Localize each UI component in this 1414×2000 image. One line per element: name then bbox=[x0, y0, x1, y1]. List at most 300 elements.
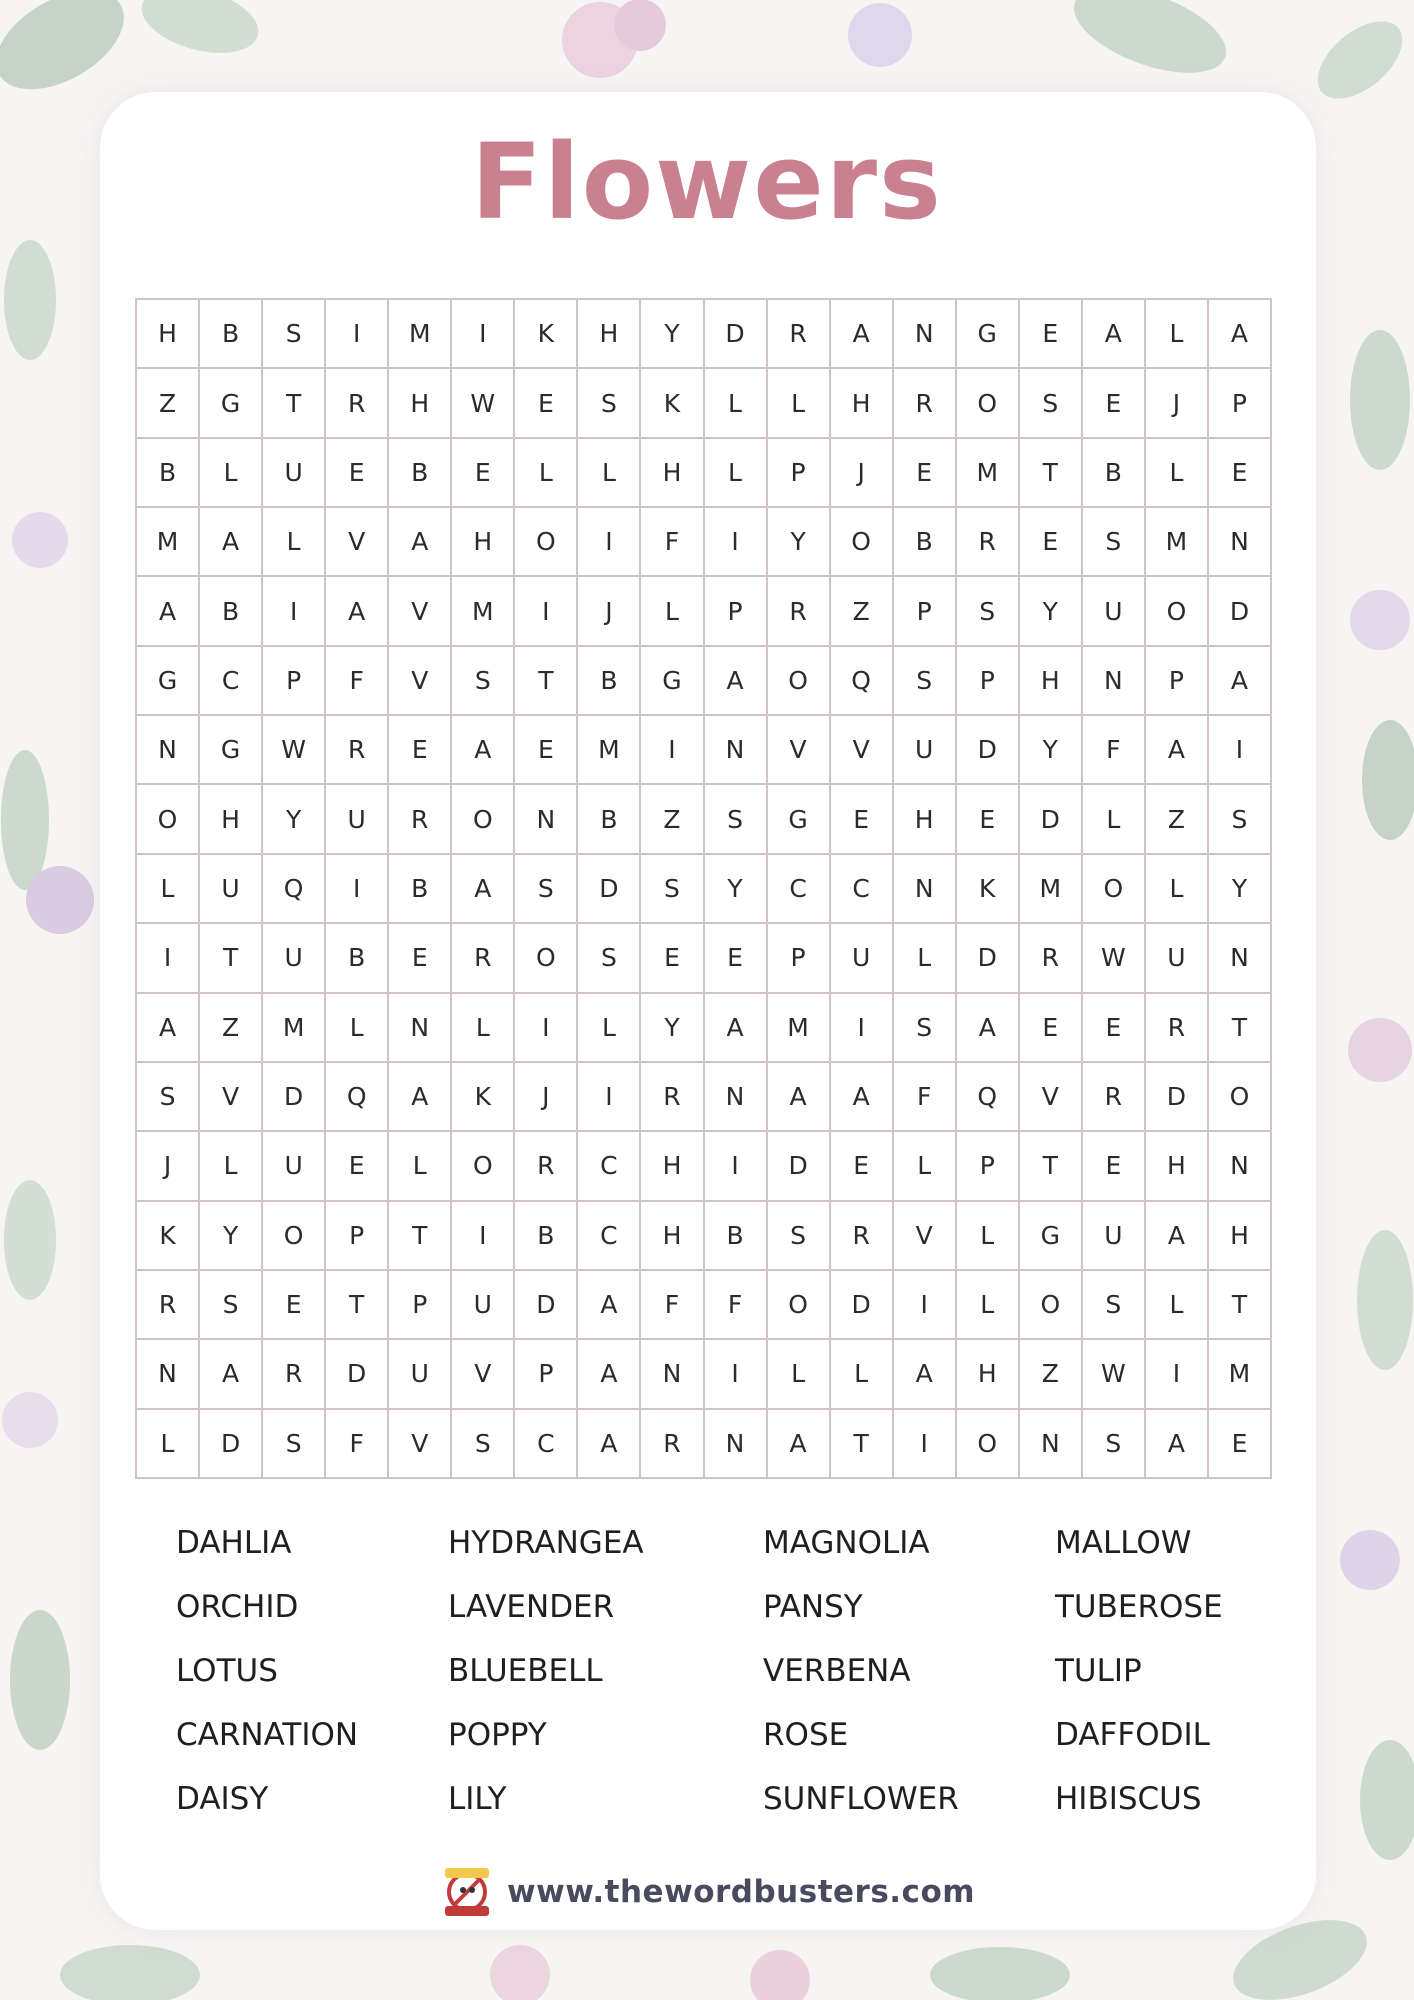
grid-cell[interactable]: R bbox=[957, 508, 1020, 577]
grid-cell[interactable]: B bbox=[705, 1202, 768, 1271]
grid-cell[interactable]: P bbox=[894, 577, 957, 646]
grid-cell[interactable]: E bbox=[1083, 994, 1146, 1063]
grid-cell[interactable]: N bbox=[1020, 1410, 1083, 1479]
grid-cell[interactable]: U bbox=[1083, 577, 1146, 646]
grid-cell[interactable]: O bbox=[515, 924, 578, 993]
grid-cell[interactable]: L bbox=[326, 994, 389, 1063]
grid-cell[interactable]: Z bbox=[641, 785, 704, 854]
grid-cell[interactable]: H bbox=[641, 1202, 704, 1271]
grid-cell[interactable]: G bbox=[1020, 1202, 1083, 1271]
grid-cell[interactable]: I bbox=[452, 1202, 515, 1271]
grid-cell[interactable]: S bbox=[1083, 1410, 1146, 1479]
grid-cell[interactable]: T bbox=[515, 647, 578, 716]
grid-cell[interactable]: W bbox=[452, 369, 515, 438]
grid-cell[interactable]: A bbox=[831, 1063, 894, 1132]
grid-cell[interactable]: N bbox=[1083, 647, 1146, 716]
grid-cell[interactable]: H bbox=[389, 369, 452, 438]
grid-cell[interactable]: F bbox=[641, 1271, 704, 1340]
grid-cell[interactable]: O bbox=[452, 785, 515, 854]
grid-cell[interactable]: P bbox=[768, 439, 831, 508]
grid-cell[interactable]: R bbox=[389, 785, 452, 854]
grid-cell[interactable]: H bbox=[831, 369, 894, 438]
grid-cell[interactable]: Z bbox=[137, 369, 200, 438]
grid-cell[interactable]: R bbox=[326, 369, 389, 438]
grid-cell[interactable]: T bbox=[1209, 1271, 1272, 1340]
grid-cell[interactable]: J bbox=[1146, 369, 1209, 438]
grid-cell[interactable]: O bbox=[957, 1410, 1020, 1479]
grid-cell[interactable]: T bbox=[389, 1202, 452, 1271]
grid-cell[interactable]: D bbox=[768, 1132, 831, 1201]
grid-cell[interactable]: U bbox=[200, 855, 263, 924]
grid-cell[interactable]: W bbox=[1083, 1340, 1146, 1409]
grid-cell[interactable]: S bbox=[1083, 508, 1146, 577]
grid-cell[interactable]: P bbox=[768, 924, 831, 993]
grid-cell[interactable]: W bbox=[1083, 924, 1146, 993]
grid-cell[interactable]: A bbox=[389, 1063, 452, 1132]
grid-cell[interactable]: V bbox=[894, 1202, 957, 1271]
grid-cell[interactable]: R bbox=[1020, 924, 1083, 993]
grid-cell[interactable]: S bbox=[705, 785, 768, 854]
grid-cell[interactable]: R bbox=[641, 1063, 704, 1132]
grid-cell[interactable]: L bbox=[641, 577, 704, 646]
grid-cell[interactable]: V bbox=[200, 1063, 263, 1132]
grid-cell[interactable]: A bbox=[1146, 1410, 1209, 1479]
grid-cell[interactable]: A bbox=[578, 1410, 641, 1479]
grid-cell[interactable]: N bbox=[1209, 1132, 1272, 1201]
grid-cell[interactable]: O bbox=[1146, 577, 1209, 646]
grid-cell[interactable]: Z bbox=[1020, 1340, 1083, 1409]
grid-cell[interactable]: V bbox=[1020, 1063, 1083, 1132]
grid-cell[interactable]: E bbox=[452, 439, 515, 508]
grid-cell[interactable]: E bbox=[1209, 1410, 1272, 1479]
grid-cell[interactable]: M bbox=[768, 994, 831, 1063]
grid-cell[interactable]: D bbox=[515, 1271, 578, 1340]
grid-cell[interactable]: Y bbox=[200, 1202, 263, 1271]
grid-cell[interactable]: V bbox=[831, 716, 894, 785]
grid-cell[interactable]: I bbox=[1209, 716, 1272, 785]
grid-cell[interactable]: S bbox=[894, 647, 957, 716]
grid-cell[interactable]: M bbox=[1146, 508, 1209, 577]
grid-cell[interactable]: Y bbox=[641, 300, 704, 369]
grid-cell[interactable]: C bbox=[515, 1410, 578, 1479]
grid-cell[interactable]: E bbox=[1020, 508, 1083, 577]
grid-cell[interactable]: B bbox=[137, 439, 200, 508]
grid-cell[interactable]: G bbox=[957, 300, 1020, 369]
grid-cell[interactable]: R bbox=[1083, 1063, 1146, 1132]
grid-cell[interactable]: B bbox=[515, 1202, 578, 1271]
grid-cell[interactable]: F bbox=[326, 1410, 389, 1479]
grid-cell[interactable]: O bbox=[957, 369, 1020, 438]
grid-cell[interactable]: E bbox=[831, 1132, 894, 1201]
grid-cell[interactable]: T bbox=[831, 1410, 894, 1479]
grid-cell[interactable]: V bbox=[452, 1340, 515, 1409]
grid-cell[interactable]: M bbox=[452, 577, 515, 646]
grid-cell[interactable]: A bbox=[1209, 647, 1272, 716]
grid-cell[interactable]: H bbox=[578, 300, 641, 369]
grid-cell[interactable]: J bbox=[137, 1132, 200, 1201]
grid-cell[interactable]: G bbox=[768, 785, 831, 854]
grid-cell[interactable]: S bbox=[263, 300, 326, 369]
grid-cell[interactable]: I bbox=[1146, 1340, 1209, 1409]
grid-cell[interactable]: L bbox=[1146, 855, 1209, 924]
grid-cell[interactable]: N bbox=[705, 1063, 768, 1132]
grid-cell[interactable]: L bbox=[705, 439, 768, 508]
grid-cell[interactable]: I bbox=[705, 1132, 768, 1201]
grid-cell[interactable]: U bbox=[263, 1132, 326, 1201]
grid-cell[interactable]: L bbox=[389, 1132, 452, 1201]
grid-cell[interactable]: L bbox=[1083, 785, 1146, 854]
grid-cell[interactable]: T bbox=[1020, 439, 1083, 508]
grid-cell[interactable]: I bbox=[326, 855, 389, 924]
grid-cell[interactable]: H bbox=[200, 785, 263, 854]
grid-cell[interactable]: I bbox=[894, 1410, 957, 1479]
grid-cell[interactable]: B bbox=[200, 300, 263, 369]
grid-cell[interactable]: I bbox=[578, 508, 641, 577]
grid-cell[interactable]: N bbox=[641, 1340, 704, 1409]
grid-cell[interactable]: V bbox=[326, 508, 389, 577]
grid-cell[interactable]: S bbox=[578, 924, 641, 993]
grid-cell[interactable]: Q bbox=[263, 855, 326, 924]
grid-cell[interactable]: D bbox=[1146, 1063, 1209, 1132]
grid-cell[interactable]: S bbox=[452, 647, 515, 716]
grid-cell[interactable]: D bbox=[200, 1410, 263, 1479]
grid-cell[interactable]: B bbox=[578, 785, 641, 854]
grid-cell[interactable]: A bbox=[137, 994, 200, 1063]
grid-cell[interactable]: N bbox=[1209, 924, 1272, 993]
grid-cell[interactable]: I bbox=[578, 1063, 641, 1132]
grid-cell[interactable]: L bbox=[957, 1271, 1020, 1340]
grid-cell[interactable]: D bbox=[326, 1340, 389, 1409]
grid-cell[interactable]: S bbox=[1083, 1271, 1146, 1340]
grid-cell[interactable]: Y bbox=[768, 508, 831, 577]
grid-cell[interactable]: K bbox=[515, 300, 578, 369]
grid-cell[interactable]: L bbox=[452, 994, 515, 1063]
grid-cell[interactable]: E bbox=[641, 924, 704, 993]
grid-cell[interactable]: V bbox=[389, 1410, 452, 1479]
grid-cell[interactable]: I bbox=[705, 508, 768, 577]
grid-cell[interactable]: B bbox=[578, 647, 641, 716]
grid-cell[interactable]: E bbox=[1020, 994, 1083, 1063]
grid-cell[interactable]: C bbox=[200, 647, 263, 716]
grid-cell[interactable]: Y bbox=[1020, 716, 1083, 785]
grid-cell[interactable]: E bbox=[705, 924, 768, 993]
grid-cell[interactable]: P bbox=[957, 647, 1020, 716]
grid-cell[interactable]: A bbox=[578, 1271, 641, 1340]
grid-cell[interactable]: T bbox=[326, 1271, 389, 1340]
grid-cell[interactable]: L bbox=[894, 924, 957, 993]
grid-cell[interactable]: A bbox=[1146, 716, 1209, 785]
grid-cell[interactable]: B bbox=[200, 577, 263, 646]
grid-cell[interactable]: L bbox=[263, 508, 326, 577]
grid-cell[interactable]: S bbox=[452, 1410, 515, 1479]
grid-cell[interactable]: A bbox=[831, 300, 894, 369]
grid-cell[interactable]: A bbox=[894, 1340, 957, 1409]
grid-cell[interactable]: Q bbox=[326, 1063, 389, 1132]
grid-cell[interactable]: G bbox=[200, 369, 263, 438]
grid-cell[interactable]: M bbox=[578, 716, 641, 785]
grid-cell[interactable]: I bbox=[515, 994, 578, 1063]
grid-cell[interactable]: L bbox=[1146, 1271, 1209, 1340]
grid-cell[interactable]: L bbox=[705, 369, 768, 438]
grid-cell[interactable]: R bbox=[452, 924, 515, 993]
grid-cell[interactable]: S bbox=[1209, 785, 1272, 854]
grid-cell[interactable]: K bbox=[137, 1202, 200, 1271]
grid-cell[interactable]: B bbox=[1083, 439, 1146, 508]
grid-cell[interactable]: A bbox=[705, 647, 768, 716]
grid-cell[interactable]: J bbox=[515, 1063, 578, 1132]
grid-cell[interactable]: A bbox=[452, 855, 515, 924]
grid-cell[interactable]: C bbox=[578, 1202, 641, 1271]
grid-cell[interactable]: V bbox=[389, 577, 452, 646]
grid-cell[interactable]: D bbox=[957, 924, 1020, 993]
grid-cell[interactable]: E bbox=[389, 716, 452, 785]
grid-cell[interactable]: O bbox=[768, 1271, 831, 1340]
grid-cell[interactable]: U bbox=[452, 1271, 515, 1340]
grid-cell[interactable]: T bbox=[263, 369, 326, 438]
grid-cell[interactable]: R bbox=[326, 716, 389, 785]
grid-cell[interactable]: J bbox=[831, 439, 894, 508]
grid-cell[interactable]: E bbox=[1083, 369, 1146, 438]
grid-cell[interactable]: S bbox=[263, 1410, 326, 1479]
grid-cell[interactable]: P bbox=[515, 1340, 578, 1409]
grid-cell[interactable]: N bbox=[894, 300, 957, 369]
grid-cell[interactable]: I bbox=[515, 577, 578, 646]
grid-cell[interactable]: F bbox=[705, 1271, 768, 1340]
grid-cell[interactable]: A bbox=[137, 577, 200, 646]
grid-cell[interactable]: D bbox=[1209, 577, 1272, 646]
grid-cell[interactable]: Q bbox=[831, 647, 894, 716]
grid-cell[interactable]: R bbox=[137, 1271, 200, 1340]
grid-cell[interactable]: A bbox=[200, 1340, 263, 1409]
grid-cell[interactable]: M bbox=[957, 439, 1020, 508]
grid-cell[interactable]: M bbox=[389, 300, 452, 369]
grid-cell[interactable]: S bbox=[768, 1202, 831, 1271]
grid-cell[interactable]: L bbox=[768, 1340, 831, 1409]
grid-cell[interactable]: L bbox=[768, 369, 831, 438]
grid-cell[interactable]: H bbox=[1209, 1202, 1272, 1271]
website-url[interactable]: www.thewordbusters.com bbox=[506, 1874, 976, 1910]
grid-cell[interactable]: K bbox=[957, 855, 1020, 924]
grid-cell[interactable]: H bbox=[641, 1132, 704, 1201]
grid-cell[interactable]: Q bbox=[957, 1063, 1020, 1132]
grid-cell[interactable]: H bbox=[894, 785, 957, 854]
grid-cell[interactable]: L bbox=[515, 439, 578, 508]
grid-cell[interactable]: R bbox=[768, 577, 831, 646]
grid-cell[interactable]: G bbox=[641, 647, 704, 716]
grid-cell[interactable]: L bbox=[831, 1340, 894, 1409]
grid-cell[interactable]: E bbox=[326, 439, 389, 508]
grid-cell[interactable]: I bbox=[705, 1340, 768, 1409]
grid-cell[interactable]: A bbox=[1083, 300, 1146, 369]
grid-cell[interactable]: U bbox=[831, 924, 894, 993]
grid-cell[interactable]: T bbox=[200, 924, 263, 993]
grid-cell[interactable]: I bbox=[831, 994, 894, 1063]
grid-cell[interactable]: E bbox=[263, 1271, 326, 1340]
grid-cell[interactable]: H bbox=[452, 508, 515, 577]
grid-cell[interactable]: A bbox=[768, 1063, 831, 1132]
grid-cell[interactable]: L bbox=[578, 994, 641, 1063]
grid-cell[interactable]: S bbox=[641, 855, 704, 924]
grid-cell[interactable]: F bbox=[1083, 716, 1146, 785]
grid-cell[interactable]: E bbox=[1209, 439, 1272, 508]
grid-cell[interactable]: U bbox=[1146, 924, 1209, 993]
grid-cell[interactable]: Y bbox=[1209, 855, 1272, 924]
grid-cell[interactable]: O bbox=[831, 508, 894, 577]
grid-cell[interactable]: S bbox=[137, 1063, 200, 1132]
grid-cell[interactable]: G bbox=[137, 647, 200, 716]
grid-cell[interactable]: W bbox=[263, 716, 326, 785]
grid-cell[interactable]: O bbox=[768, 647, 831, 716]
grid-cell[interactable]: P bbox=[957, 1132, 1020, 1201]
grid-cell[interactable]: B bbox=[389, 855, 452, 924]
grid-cell[interactable]: A bbox=[1146, 1202, 1209, 1271]
grid-cell[interactable]: Y bbox=[1020, 577, 1083, 646]
grid-cell[interactable]: E bbox=[389, 924, 452, 993]
grid-cell[interactable]: V bbox=[389, 647, 452, 716]
grid-cell[interactable]: L bbox=[578, 439, 641, 508]
grid-cell[interactable]: R bbox=[831, 1202, 894, 1271]
grid-cell[interactable]: P bbox=[326, 1202, 389, 1271]
grid-cell[interactable]: E bbox=[515, 716, 578, 785]
grid-cell[interactable]: A bbox=[452, 716, 515, 785]
grid-cell[interactable]: E bbox=[831, 785, 894, 854]
grid-cell[interactable]: R bbox=[1146, 994, 1209, 1063]
grid-cell[interactable]: L bbox=[1146, 439, 1209, 508]
grid-cell[interactable]: O bbox=[263, 1202, 326, 1271]
grid-cell[interactable]: O bbox=[1209, 1063, 1272, 1132]
grid-cell[interactable]: F bbox=[641, 508, 704, 577]
grid-cell[interactable]: S bbox=[578, 369, 641, 438]
grid-cell[interactable]: U bbox=[263, 439, 326, 508]
grid-cell[interactable]: Y bbox=[641, 994, 704, 1063]
grid-cell[interactable]: H bbox=[137, 300, 200, 369]
grid-cell[interactable]: I bbox=[452, 300, 515, 369]
grid-cell[interactable]: R bbox=[641, 1410, 704, 1479]
grid-cell[interactable]: U bbox=[1083, 1202, 1146, 1271]
grid-cell[interactable]: E bbox=[326, 1132, 389, 1201]
grid-cell[interactable]: U bbox=[389, 1340, 452, 1409]
grid-cell[interactable]: N bbox=[705, 716, 768, 785]
grid-cell[interactable]: O bbox=[515, 508, 578, 577]
grid-cell[interactable]: R bbox=[894, 369, 957, 438]
grid-cell[interactable]: G bbox=[200, 716, 263, 785]
grid-cell[interactable]: P bbox=[389, 1271, 452, 1340]
grid-cell[interactable]: E bbox=[1083, 1132, 1146, 1201]
grid-cell[interactable]: A bbox=[1209, 300, 1272, 369]
grid-cell[interactable]: B bbox=[894, 508, 957, 577]
grid-cell[interactable]: I bbox=[641, 716, 704, 785]
grid-cell[interactable]: I bbox=[263, 577, 326, 646]
grid-cell[interactable]: M bbox=[263, 994, 326, 1063]
grid-cell[interactable]: K bbox=[452, 1063, 515, 1132]
grid-cell[interactable]: U bbox=[894, 716, 957, 785]
grid-cell[interactable]: N bbox=[137, 1340, 200, 1409]
grid-cell[interactable]: A bbox=[578, 1340, 641, 1409]
grid-cell[interactable]: H bbox=[641, 439, 704, 508]
grid-cell[interactable]: A bbox=[389, 508, 452, 577]
grid-cell[interactable]: L bbox=[1146, 300, 1209, 369]
grid-cell[interactable]: D bbox=[578, 855, 641, 924]
grid-cell[interactable]: N bbox=[705, 1410, 768, 1479]
grid-cell[interactable]: O bbox=[452, 1132, 515, 1201]
grid-cell[interactable]: S bbox=[1020, 369, 1083, 438]
grid-cell[interactable]: D bbox=[263, 1063, 326, 1132]
grid-cell[interactable]: Y bbox=[263, 785, 326, 854]
grid-cell[interactable]: A bbox=[200, 508, 263, 577]
grid-cell[interactable]: T bbox=[1209, 994, 1272, 1063]
grid-cell[interactable]: Z bbox=[1146, 785, 1209, 854]
grid-cell[interactable]: L bbox=[200, 1132, 263, 1201]
grid-cell[interactable]: T bbox=[1020, 1132, 1083, 1201]
grid-cell[interactable]: A bbox=[957, 994, 1020, 1063]
grid-cell[interactable]: P bbox=[705, 577, 768, 646]
grid-cell[interactable]: B bbox=[326, 924, 389, 993]
grid-cell[interactable]: A bbox=[326, 577, 389, 646]
grid-cell[interactable]: Y bbox=[705, 855, 768, 924]
grid-cell[interactable]: U bbox=[263, 924, 326, 993]
grid-cell[interactable]: M bbox=[1020, 855, 1083, 924]
grid-cell[interactable]: B bbox=[389, 439, 452, 508]
grid-cell[interactable]: E bbox=[957, 785, 1020, 854]
grid-cell[interactable]: H bbox=[957, 1340, 1020, 1409]
grid-cell[interactable]: S bbox=[200, 1271, 263, 1340]
grid-cell[interactable]: F bbox=[326, 647, 389, 716]
grid-cell[interactable]: H bbox=[1146, 1132, 1209, 1201]
grid-cell[interactable]: P bbox=[1209, 369, 1272, 438]
grid-cell[interactable]: A bbox=[705, 994, 768, 1063]
grid-cell[interactable]: R bbox=[263, 1340, 326, 1409]
grid-cell[interactable]: V bbox=[768, 716, 831, 785]
grid-cell[interactable]: S bbox=[894, 994, 957, 1063]
grid-cell[interactable]: N bbox=[389, 994, 452, 1063]
grid-cell[interactable]: K bbox=[641, 369, 704, 438]
grid-cell[interactable]: U bbox=[326, 785, 389, 854]
grid-cell[interactable]: L bbox=[137, 1410, 200, 1479]
grid-cell[interactable]: N bbox=[515, 785, 578, 854]
grid-cell[interactable]: L bbox=[137, 855, 200, 924]
grid-cell[interactable]: D bbox=[705, 300, 768, 369]
grid-cell[interactable]: Z bbox=[831, 577, 894, 646]
grid-cell[interactable]: D bbox=[831, 1271, 894, 1340]
grid-cell[interactable]: D bbox=[957, 716, 1020, 785]
grid-cell[interactable]: I bbox=[137, 924, 200, 993]
grid-cell[interactable]: N bbox=[137, 716, 200, 785]
grid-cell[interactable]: R bbox=[515, 1132, 578, 1201]
grid-cell[interactable]: N bbox=[1209, 508, 1272, 577]
grid-cell[interactable]: L bbox=[894, 1132, 957, 1201]
grid-cell[interactable]: H bbox=[1020, 647, 1083, 716]
grid-cell[interactable]: F bbox=[894, 1063, 957, 1132]
grid-cell[interactable]: Z bbox=[200, 994, 263, 1063]
grid-cell[interactable]: C bbox=[831, 855, 894, 924]
grid-cell[interactable]: S bbox=[957, 577, 1020, 646]
grid-cell[interactable]: P bbox=[263, 647, 326, 716]
grid-cell[interactable]: I bbox=[894, 1271, 957, 1340]
grid-cell[interactable]: D bbox=[1020, 785, 1083, 854]
grid-cell[interactable]: I bbox=[326, 300, 389, 369]
grid-cell[interactable]: O bbox=[137, 785, 200, 854]
grid-cell[interactable]: N bbox=[894, 855, 957, 924]
grid-cell[interactable]: E bbox=[894, 439, 957, 508]
grid-cell[interactable]: E bbox=[1020, 300, 1083, 369]
grid-cell[interactable]: E bbox=[515, 369, 578, 438]
grid-cell[interactable]: M bbox=[1209, 1340, 1272, 1409]
grid-cell[interactable]: O bbox=[1083, 855, 1146, 924]
grid-cell[interactable]: C bbox=[768, 855, 831, 924]
grid-cell[interactable]: M bbox=[137, 508, 200, 577]
grid-cell[interactable]: R bbox=[768, 300, 831, 369]
grid-cell[interactable]: S bbox=[515, 855, 578, 924]
